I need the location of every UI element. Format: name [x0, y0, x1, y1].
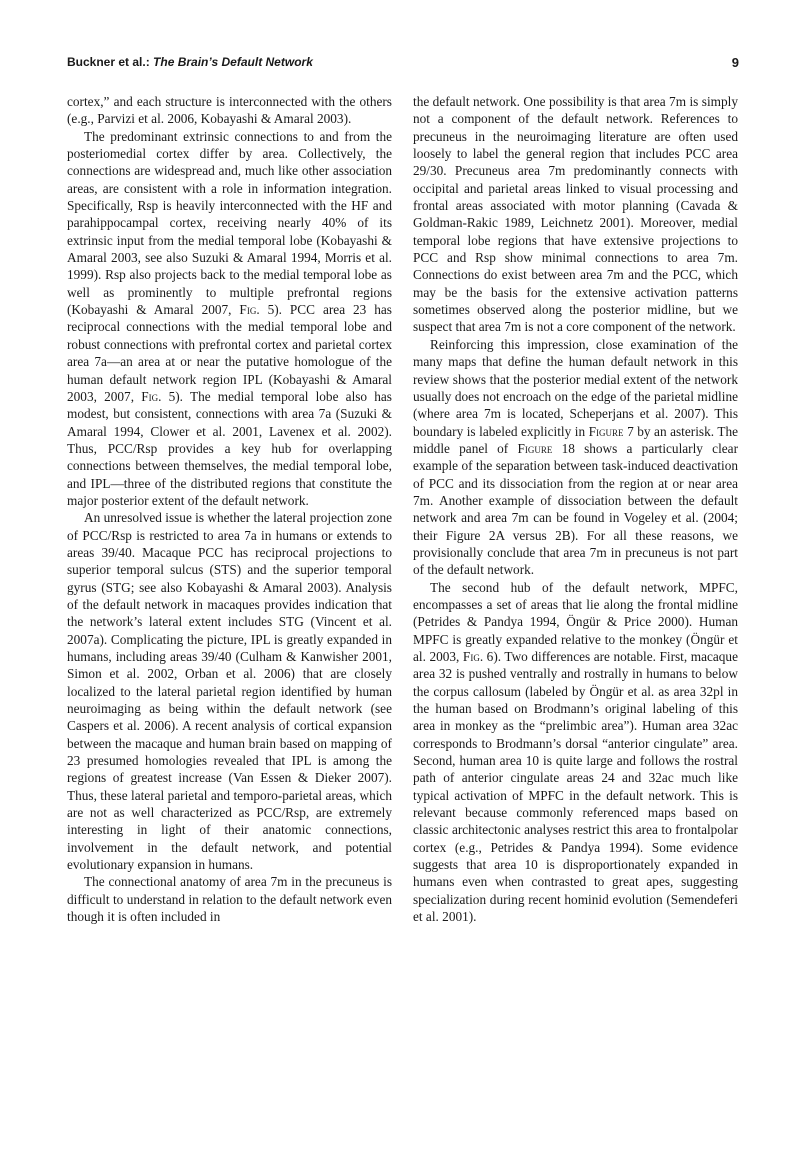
- paragraph-text: The predominant extrinsic connections to and from the posteriomedial cortex differ by area. Collectively, the connections are widespread and, much like other association areas, are consistent with a role in information integration. Specifically, Rsp is heavily interconnected with the HF and parahippocampal cortex, receiving nearly 40% of its extrinsic input from the medial temporal lobe (Kobayashi & Amaral 2003, see also Suzuki & Amaral 1994, Morris et al. 1999). Rsp also projects back to the medial temporal lobe as well as prominently to multiple prefrontal regions (Kobayashi & Amaral 2007,: [67, 128, 392, 318]
- paragraph-3: [413, 579, 738, 926]
- paragraph-text: ). PCC area 23 has reciprocal connections with the medial temporal lobe and robust connections with prefrontal cortex and parietal cortex area 7a—an area at or near the putative homologue of the human default network region IPL (Kobayashi & Amaral 2003, 2007,: [67, 302, 392, 404]
- paragraph-1: cortex,” and each structure is interconnected with the others (e.g., Parvizi et al. 2006, Kobayashi & Amaral 2003).: [67, 94, 392, 127]
- figure-reference: Figure: [588, 423, 624, 439]
- figure-reference: Fig. 6: [462, 649, 494, 664]
- paragraph-text: 7 by an asterisk. The middle panel of: [413, 423, 738, 456]
- paragraph-2: [413, 336, 738, 579]
- paragraph-text: Reinforcing this impression, close examination of the many maps that define the human default network in this review shows that the posterior medial extent of the network usually does not encroach on the edge of the parietal midline (where area 7m is located, Scheperjans et al. 2007). This boundary is labeled explicitly in: [413, 336, 738, 439]
- paragraph-3: An unresolved issue is whether the lateral projection zone of PCC/Rsp is restricted to area 7a in humans or extends to areas 39/40. Macaque PCC has reciprocal projections to superior temporal sulcus (STS) and the superior temporal gyrus (STG; see also Kobayashi & Amaral 2003). Analysis of the default network in macaques provides indication that the network’s lateral extent includes STG (Vincent et al. 2007a). Complicating the picture, IPL is greatly expanded in humans, including areas 39/40 (Culham & Kanwisher 2001, Simon et al. 2002, Orban et al. 2006) that are closely localized to the lateral parietal region identified by human neuroimaging as being within the default network (see Caspers et al. 2006). A recent analysis of cortical expansion between the macaque and human brain based on mapping of 23 presumed homologies revealed that IPL is among the regions of greatest increase (Van Essen & Dieker 2007). Thus, these lateral parietal and temporo-parietal areas, which are not as well characterized as PCC/Rsp, are extremely interesting in light of their anatomic connections, involvement in the default network, and potential evolutionary expansion in humans.: [67, 510, 392, 873]
- figure-reference: Fig. 5: [239, 302, 275, 318]
- paragraph-text: ). The medial temporal lobe also has modest, but consistent, connections with area 7a (Suzuki & Amaral 1994, Clower et al. 2001, Lavenex et al. 2002). Thus, PCC/Rsp provides a key hub for overlapping connections between themselves, the medial temporal lobe, and IPL—three of the distributed regions that constitute the major posterior extent of the default network.: [67, 388, 392, 508]
- running-head-authors: Buckner et al.:: [67, 55, 150, 69]
- running-head-title: [67, 55, 313, 69]
- running-head-article-title: The Brain’s Default Network: [153, 55, 313, 69]
- paragraph-text: 18 shows a particularly clear example of the separation between task-induced deactivation of PCC and its dissociation from the region at or near area 7m. Another example of dissociation between the default network and area 7m can be found in Vogeley et al. (2004; their Figure 2A versus 2B). For all these reasons, we provisionally conclude that area 7m in precuneus is not part of the default network.: [413, 440, 738, 578]
- paragraph-text: ). Two differences are notable. First, macaque area 32 is pushed ventrally and rostrally in humans to below the corpus callosum (labeled by Öngür et al. as area 32pl in the human based on Brodmann’s original labeling of this area in monkey as the “prelimbic area”). Human area 32ac corresponds to Brodmann’s dorsal “anterior cingulate” area. Second, human area 10 is quite large and follows the rostral path of anterior cingulate areas 24 and 32ac much like typical activation of MPFC in the default network. This is relevant because commonly referenced maps based on classic architectonic analyses restrict this area to frontalpolar cortex (e.g., Petrides & Pandya 1994). Some evidence suggests that area 10 is disproportionately expanded in humans even when contrasted to great apes, suggesting specialization during recent hominid evolution (Semendeferi et al. 2001).: [413, 649, 738, 925]
- figure-reference: Figure: [517, 440, 553, 456]
- running-head: [67, 53, 739, 75]
- paragraph-1: the default network. One possibility is that area 7m is simply not a component of the default network. References to precuneus in the neuroimaging literature are often used loosely to label the general region that includes PCC area 29/30. Precuneus area 7m predominantly connects with occipital and parietal areas linked to visual processing and frontal areas associated with motor planning (Cavada & Goldman-Rakic 1989, Leichnetz 2001). Moreover, medial temporal lobe regions that have extensive projections to PCC and Rsp show minimal connections to area 7m. Connections do exist between area 7m and the PCC, which may be the basis for the extensive activation patterns sometimes observed along the posterior midline, but we suspect that area 7m is not a core component of the network.: [413, 94, 738, 335]
- figure-reference: Fig. 5: [141, 388, 176, 404]
- left-column: [67, 93, 392, 926]
- paragraph-4: The connectional anatomy of area 7m in the precuneus is difficult to understand in relation to the default network even though it is often included in: [67, 874, 392, 925]
- paragraph-text: The second hub of the default network, MPFC, encompasses a set of areas that lie along the frontal midline (Petrides & Pandya 1994, Öngür & Price 2000). Human MPFC is greatly expanded relative to the monkey (Öngür et al. 2003,: [413, 579, 738, 664]
- paragraph-2: [67, 128, 392, 510]
- right-column: [413, 93, 738, 926]
- page-number: 9: [731, 55, 739, 70]
